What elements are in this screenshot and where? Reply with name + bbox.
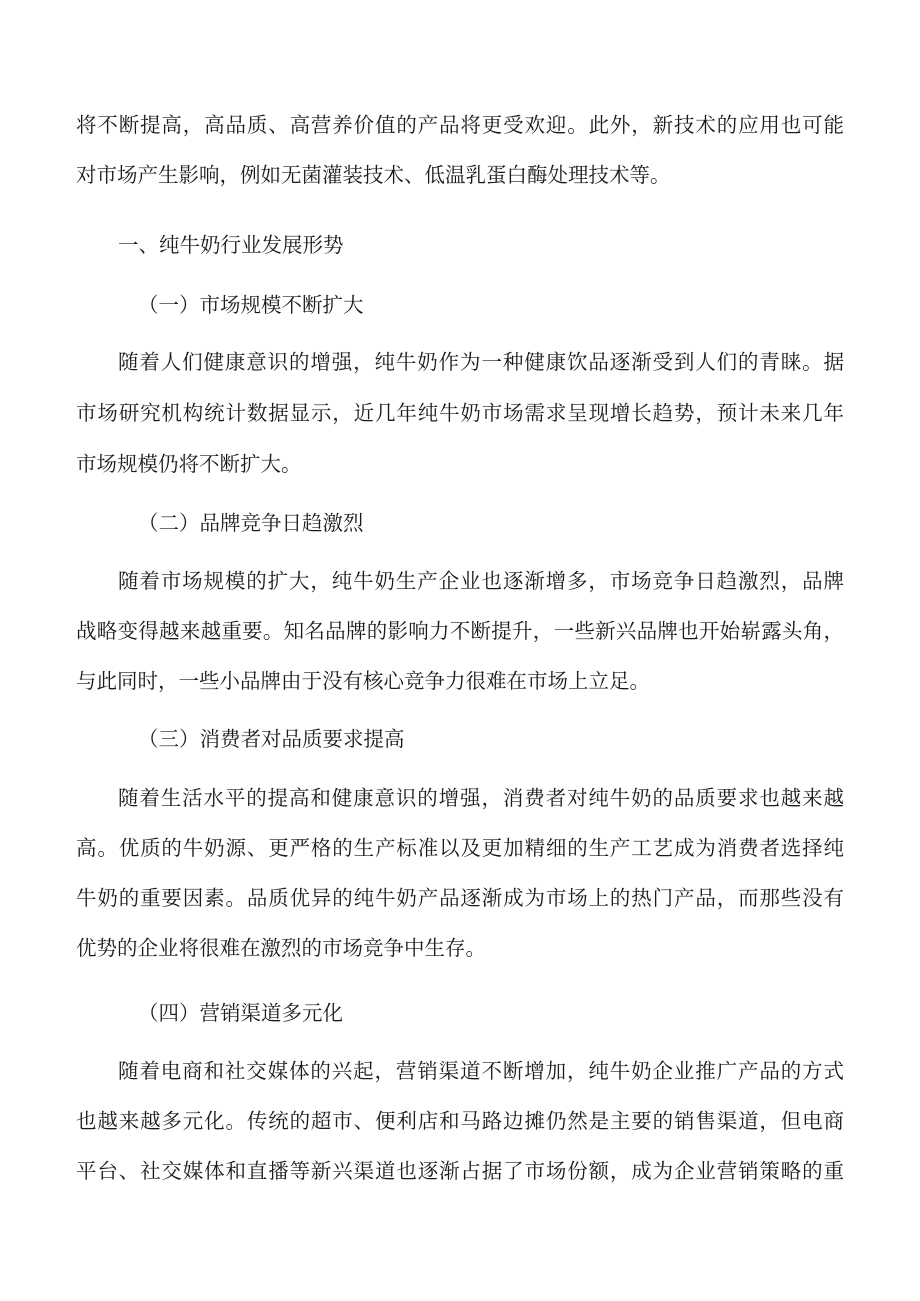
subsection-heading-1: （一）市场规模不断扩大: [138, 293, 364, 317]
text-line: 随着生活水平的提高和健康意识的增强，消费者对纯牛奶的品质要求也越来越: [118, 786, 844, 810]
text-line: 随着市场规模的扩大，纯牛奶生产企业也逐渐增多，市场竞争日趋激烈，品牌: [118, 569, 844, 593]
text-line: 随着人们健康意识的增强，纯牛奶作为一种健康饮品逐渐受到人们的青睐。据: [118, 350, 844, 374]
text-line: 随着电商和社交媒体的兴起，营销渠道不断增加，纯牛奶企业推广产品的方式: [118, 1059, 844, 1083]
text-line: 对市场产生影响，例如无菌灌装技术、低温乳蛋白酶处理技术等。: [76, 163, 671, 187]
text-line: 优势的企业将很难在激烈的市场竞争中生存。: [76, 936, 486, 960]
text-line: 与此同时，一些小品牌由于没有核心竞争力很难在市场上立足。: [76, 669, 650, 693]
subsection-heading-4: （四）营销渠道多元化: [138, 1001, 343, 1025]
text-line: 也越来越多元化。传统的超市、便利店和马路边摊仍然是主要的销售渠道，但电商: [76, 1109, 844, 1133]
text-line: 战略变得越来越重要。知名品牌的影响力不断提升，一些新兴品牌也开始崭露头角，: [76, 619, 844, 643]
subsection-heading-3: （三）消费者对品质要求提高: [138, 727, 405, 751]
text-line: 市场研究机构统计数据显示，近几年纯牛奶市场需求呈现增长趋势，预计未来几年: [76, 401, 844, 425]
text-line: 高。优质的牛奶源、更严格的生产标准以及更加精细的生产工艺成为消费者选择纯: [76, 836, 844, 860]
text-line: 市场规模仍将不断扩大。: [76, 452, 302, 476]
text-line: 平台、社交媒体和直播等新兴渠道也逐渐占据了市场份额，成为企业营销策略的重: [76, 1159, 844, 1183]
text-line: 将不断提高，高品质、高营养价值的产品将更受欢迎。此外，新技术的应用也可能: [76, 113, 844, 137]
subsection-heading-2: （二）品牌竞争日趋激烈: [138, 511, 364, 535]
text-line: 牛奶的重要因素。品质优异的纯牛奶产品逐渐成为市场上的热门产品，而那些没有: [76, 886, 844, 910]
section-heading: 一、纯牛奶行业发展形势: [118, 233, 344, 257]
